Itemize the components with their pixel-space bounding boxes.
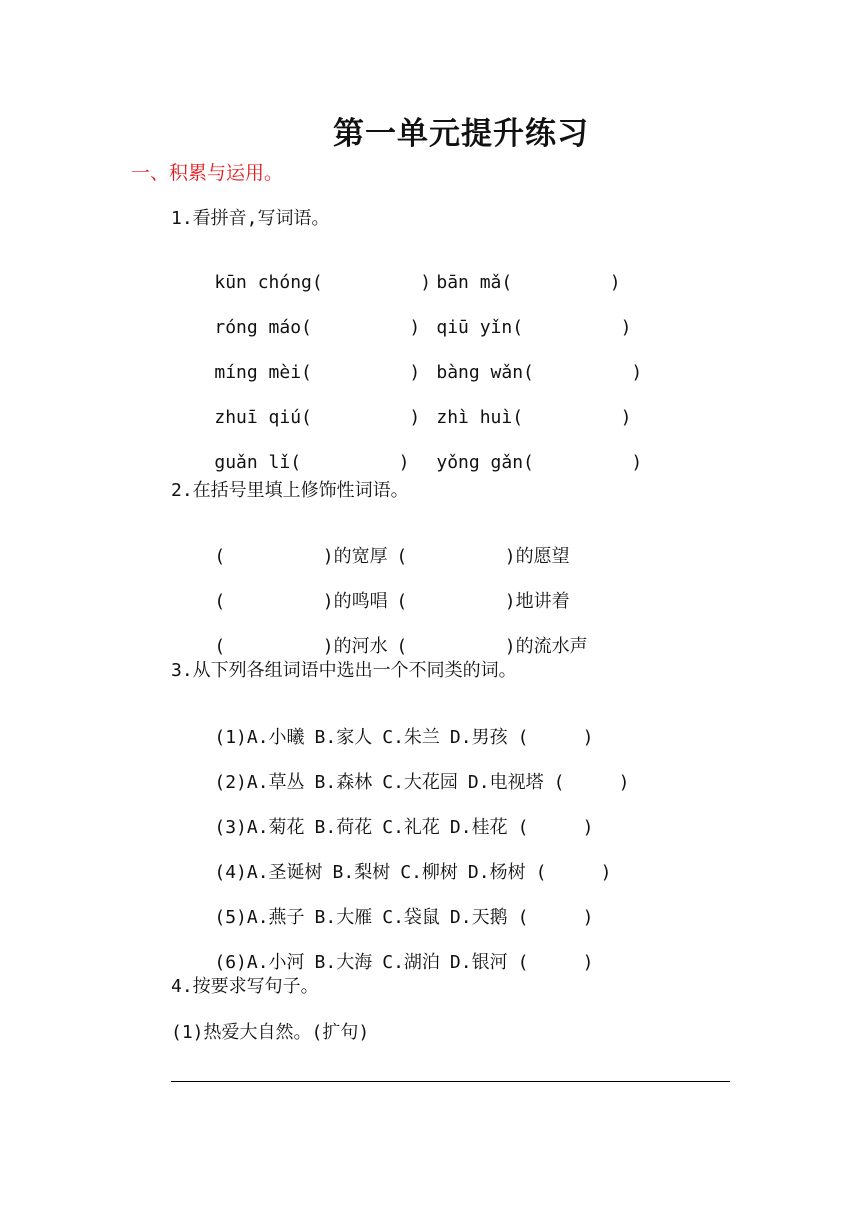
pinyin-blank: míng mèi( ) (214, 362, 421, 383)
q4-heading: 4.按要求写句子。 (171, 976, 319, 997)
section-heading: 一、积累与运用。 (131, 162, 284, 184)
option-a: (1)A.小曦 (214, 727, 305, 748)
option-b: B.大雁 (314, 907, 373, 928)
answer-blank: ( ) (517, 952, 594, 973)
answer-blank: ( ) (517, 817, 594, 838)
modifier-blank: ( )的流水声 (396, 636, 588, 657)
pinyin-blank: guǎn lǐ( ) (214, 452, 410, 473)
modifier-blank: ( )地讲着 (396, 591, 570, 612)
answer-blank: ( ) (553, 772, 630, 793)
option-c: C.湖泊 (382, 952, 440, 973)
option-a: (3)A.菊花 (214, 817, 305, 838)
option-c: C.礼花 (382, 817, 440, 838)
pinyin-blank: qiū yǐn( ) (436, 317, 632, 338)
q2-heading: 2.在括号里填上修饰性词语。 (171, 480, 409, 501)
option-b: B.荷花 (314, 817, 373, 838)
q4-item-1: (1)热爱大自然。(扩句) (171, 1022, 370, 1043)
option-b: B.家人 (314, 727, 373, 748)
pinyin-blank: yǒng gǎn( ) (436, 452, 643, 473)
option-d: D.男孩 (449, 727, 508, 748)
pinyin-blank: zhì huì( ) (436, 407, 632, 428)
option-b: B.森林 (314, 772, 373, 793)
option-c: C.朱兰 (382, 727, 440, 748)
q3-heading: 3.从下列各组词语中选出一个不同类的词。 (171, 660, 517, 681)
option-a: (6)A.小河 (214, 952, 305, 973)
answer-line[interactable] (171, 1081, 730, 1082)
option-a: (4)A.圣诞树 (214, 862, 323, 883)
pinyin-blank: bān mǎ( ) (436, 272, 621, 293)
modifier-blank: ( )的宽厚 (214, 546, 388, 567)
page-title: 第一单元提升练习 (333, 116, 589, 152)
option-c: C.大花园 (382, 772, 458, 793)
answer-blank: ( ) (535, 862, 612, 883)
pinyin-blank: kūn chóng( ) (214, 272, 432, 293)
option-d: D.杨树 (467, 862, 526, 883)
option-d: D.桂花 (449, 817, 508, 838)
option-a: (2)A.草丛 (214, 772, 305, 793)
option-d: D.电视塔 (467, 772, 544, 793)
option-d: D.银河 (449, 952, 508, 973)
answer-blank: ( ) (517, 907, 594, 928)
modifier-blank: ( )的愿望 (396, 546, 570, 567)
pinyin-blank: bàng wǎn( ) (436, 362, 643, 383)
modifier-blank: ( )的鸣唱 (214, 591, 388, 612)
option-b: B.梨树 (332, 862, 391, 883)
q1-heading: 1.看拼音,写词语。 (171, 208, 330, 229)
option-c: C.袋鼠 (382, 907, 440, 928)
option-d: D.天鹅 (449, 907, 508, 928)
option-a: (5)A.燕子 (214, 907, 305, 928)
pinyin-blank: róng máo( ) (214, 317, 421, 338)
pinyin-blank: zhuī qiú( ) (214, 407, 421, 428)
modifier-blank: ( )的河水 (214, 636, 388, 657)
option-b: B.大海 (314, 952, 373, 973)
option-c: C.柳树 (400, 862, 458, 883)
answer-blank: ( ) (517, 727, 594, 748)
